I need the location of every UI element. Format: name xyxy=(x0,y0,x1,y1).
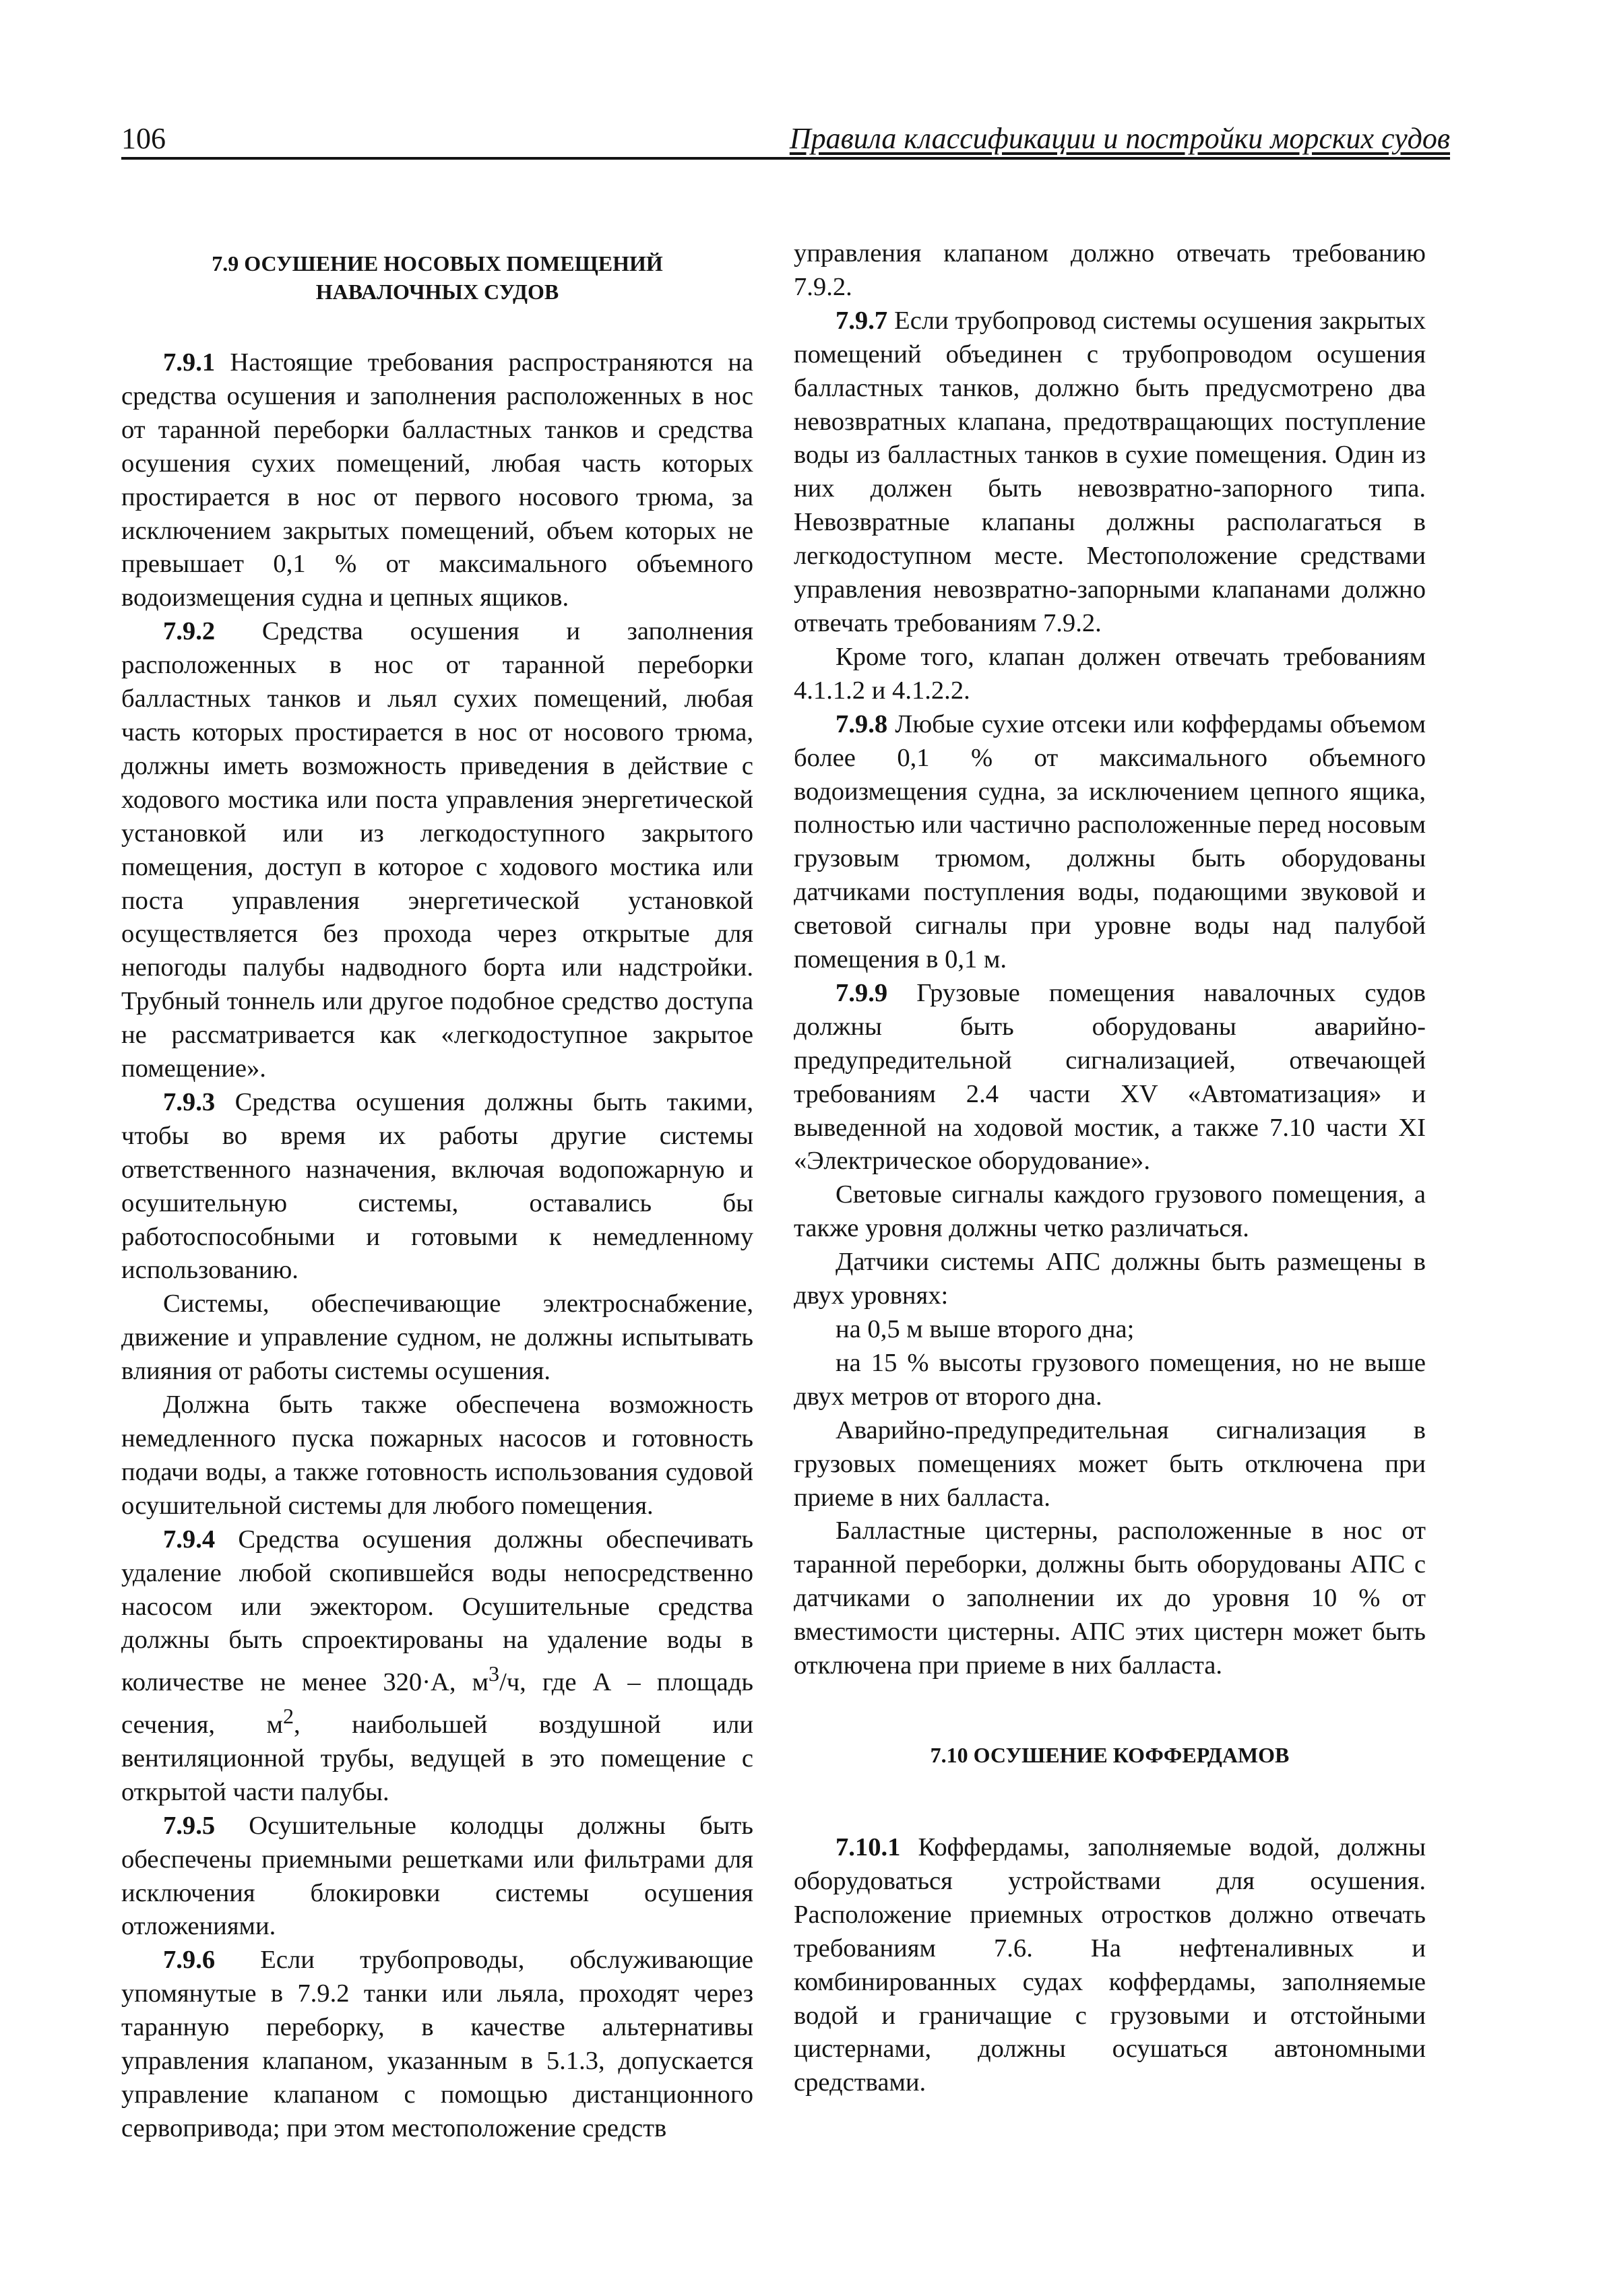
paragraph-number: 7.9.9 xyxy=(836,978,888,1007)
paragraph: Балластные цистерны, расположенные в нос от таранной переборки, должны быть оборудованы АПС с датчиками о заполнении их до уровня 10 % от вместимости цистерны. АПС этих цистерн может быть отключена при приеме в них балласта. xyxy=(794,1517,1426,1680)
paragraph-number: 7.9.3 xyxy=(163,1087,216,1116)
paragraph: Системы, обеспечивающие электроснабжение, движение и управление судном, не должны испытывать влияния от работы системы осушения. xyxy=(121,1289,753,1386)
paragraph-number: 7.9.7 xyxy=(836,306,888,335)
paragraph-text: Любые сухие отсеки или коффердамы объемом более 0,1 % от максимального объемного водоизмещения судна, за исключением цепного ящика, полностью или частично расположенные перед носовым грузовым трюмом, должны быть оборудованы датчиками поступления воды, подающими звуковой и световой сигналы при уровне воды над палубой помещения в 0,1 м. xyxy=(794,709,1426,974)
paragraph: на 15 % высоты грузового помещения, но не выше двух метров от второго дна. xyxy=(794,1348,1426,1411)
section-title-7-9: 7.9 ОСУШЕНИЕ НОСОВЫХ ПОМЕЩЕНИЙ НАВАЛОЧНЫХ СУДОВ xyxy=(212,251,663,304)
paragraph-number: 7.10.1 xyxy=(836,1832,901,1861)
paragraph-number: 7.9.4 xyxy=(163,1525,216,1554)
paragraph: Кроме того, клапан должен отвечать требованиям 4.1.1.2 и 4.1.2.2. xyxy=(794,642,1426,705)
paragraph-continuation: управления клапаном должно отвечать требованию 7.9.2. xyxy=(794,239,1426,301)
paragraph-number: 7.9.5 xyxy=(163,1811,216,1840)
paragraph-text: Коффердамы, заполняемые водой, должны оборудоваться устройствами для осушения. Расположение приемных отростков должно отвечать требованиям 7.6. На нефтеналивных и комбинированных судах коффердамы, заполняемые водой и граничащие с грузовыми и отстойными цистернами, должны осушаться автономными средствами. xyxy=(794,1832,1426,2097)
superscript: 2 xyxy=(282,1704,294,1729)
page-header xyxy=(121,119,1450,159)
paragraph: Датчики системы АПС должны быть размещены в двух уровнях: xyxy=(794,1248,1426,1310)
paragraph-7-9-4 xyxy=(121,1523,753,1810)
paragraph-7-9-9 xyxy=(794,977,1426,1178)
paragraph-text: Если трубопроводы, обслуживающие упомянутые в 7.9.2 танки или льяла, проходят через таранную переборку, в качестве альтернативы управления клапаном, указанным в 5.1.3, допускается управление клапаном с помощью дистанционного сервопривода; при этом местоположение средств xyxy=(121,1946,753,2142)
superscript: 3 xyxy=(488,1661,500,1686)
running-title: Правила классификации и постройки морских судов xyxy=(789,122,1450,155)
paragraph-text: Средства осушения должны обеспечивать удаление любой скопившейся воды непосредственно насосом или эжектором. Осушительные средства должны быть спроектированы на удаление воды в количестве не менее 320·А, м xyxy=(121,1525,753,1697)
left-column xyxy=(121,237,753,2146)
paragraph-number: 7.9.6 xyxy=(163,1946,216,1975)
paragraph-7-9-8 xyxy=(794,708,1426,977)
paragraph-number: 7.9.2 xyxy=(163,617,216,646)
paragraph-text: /ч, где А – площадь сечения, м xyxy=(121,1668,753,1739)
paragraph: на 0,5 м выше второго дна; xyxy=(836,1315,1135,1343)
paragraph: Аварийно-предупредительная сигнализация в грузовых помещениях может быть отключена при приеме в них балласта. xyxy=(794,1415,1426,1512)
paragraph-7-9-1 xyxy=(121,346,753,615)
paragraph-7-9-3 xyxy=(121,1086,753,1287)
header-rule xyxy=(121,157,1450,160)
paragraph-7-9-7 xyxy=(794,305,1426,641)
paragraph-text: Если трубопровод системы осушения закрытых помещений объединен с трубопроводом осушения балластных танков, должно быть предусмотрено два невозвратных клапана, предотвращающих поступление воды из балластных танков в сухие помещения. Один из них должен быть невозвратно-запорного типа. Невозвратные клапаны должны располагаться в легкодоступном месте. Местоположение средствами управления невозвратно-запорными клапанами должно отвечать требованиям 7.9.2. xyxy=(794,306,1426,637)
paragraph-number: 7.9.8 xyxy=(836,709,888,738)
paragraph-text: Грузовые помещения навалочных судов должны быть оборудованы аварийно-предупредительной сигнализацией, отвечающей требованиям 2.4 части XV «Автоматизация» и выведенной на ходовой мостик, а также 7.10 части XI «Электрическое оборудование». xyxy=(794,978,1426,1176)
paragraph-text: Настоящие требования распространяются на средства осушения и заполнения расположенных в нос от таранной переборки балластных танков и средства осушения сухих помещений, любая часть которых простирается в нос от первого носового трюма, за исключением закрытых помещений, объем которых не превышает 0,1 % от максимального объемного водоизмещения судна и цепных ящиков. xyxy=(121,348,753,612)
page-number: 106 xyxy=(121,122,166,155)
paragraph-7-9-5 xyxy=(121,1810,753,1944)
paragraph-text: Средства осушения и заполнения расположенных в нос от таранной переборки балластных танков и льял сухих помещений, любая часть которых простирается в нос от носового трюма, должны иметь возможность приведения в действие с ходового мостика или поста управления энергетической установкой или из легкодоступного закрытого помещения, доступ в которое с ходового мостика или поста управления энергетической установкой осуществляется без прохода через открытые для непогоды палубы надводного борта или надстройки. Трубный тоннель или другое подобное средство доступа не рассматривается как «легкодоступное закрытое помещение». xyxy=(121,617,753,1083)
paragraph-text: , наибольшей воздушной или вентиляционной трубы, ведущей в это помещение с открытой части палубы. xyxy=(121,1710,753,1806)
paragraph-number: 7.9.1 xyxy=(163,348,216,377)
paragraph-7-9-6 xyxy=(121,1944,753,2145)
section-title-7-10: 7.10 ОСУШЕНИЕ КОФФЕРДАМОВ xyxy=(930,1742,1290,1767)
right-column xyxy=(794,237,1426,2100)
paragraph-7-9-2 xyxy=(121,615,753,1086)
paragraph-text: Средства осушения должны быть такими, чтобы во время их работы другие системы ответственного назначения, включая водопожарную и осушительную системы, оставались бы работоспособными и готовыми к немедленному использованию. xyxy=(121,1087,753,1285)
paragraph-text: Осушительные колодцы должны быть обеспечены приемными решетками или фильтрами для исключения блокировки системы осушения отложениями. xyxy=(121,1811,753,1941)
paragraph: Должна быть также обеспечена возможность немедленного пуска пожарных насосов и готовность подачи воды, а также готовность использования судовой осушительной системы для любого помещения. xyxy=(121,1391,753,1520)
paragraph: Световые сигналы каждого грузового помещения, а также уровня должны четко различаться. xyxy=(794,1180,1426,1243)
paragraph-7-10-1 xyxy=(794,1831,1426,2100)
